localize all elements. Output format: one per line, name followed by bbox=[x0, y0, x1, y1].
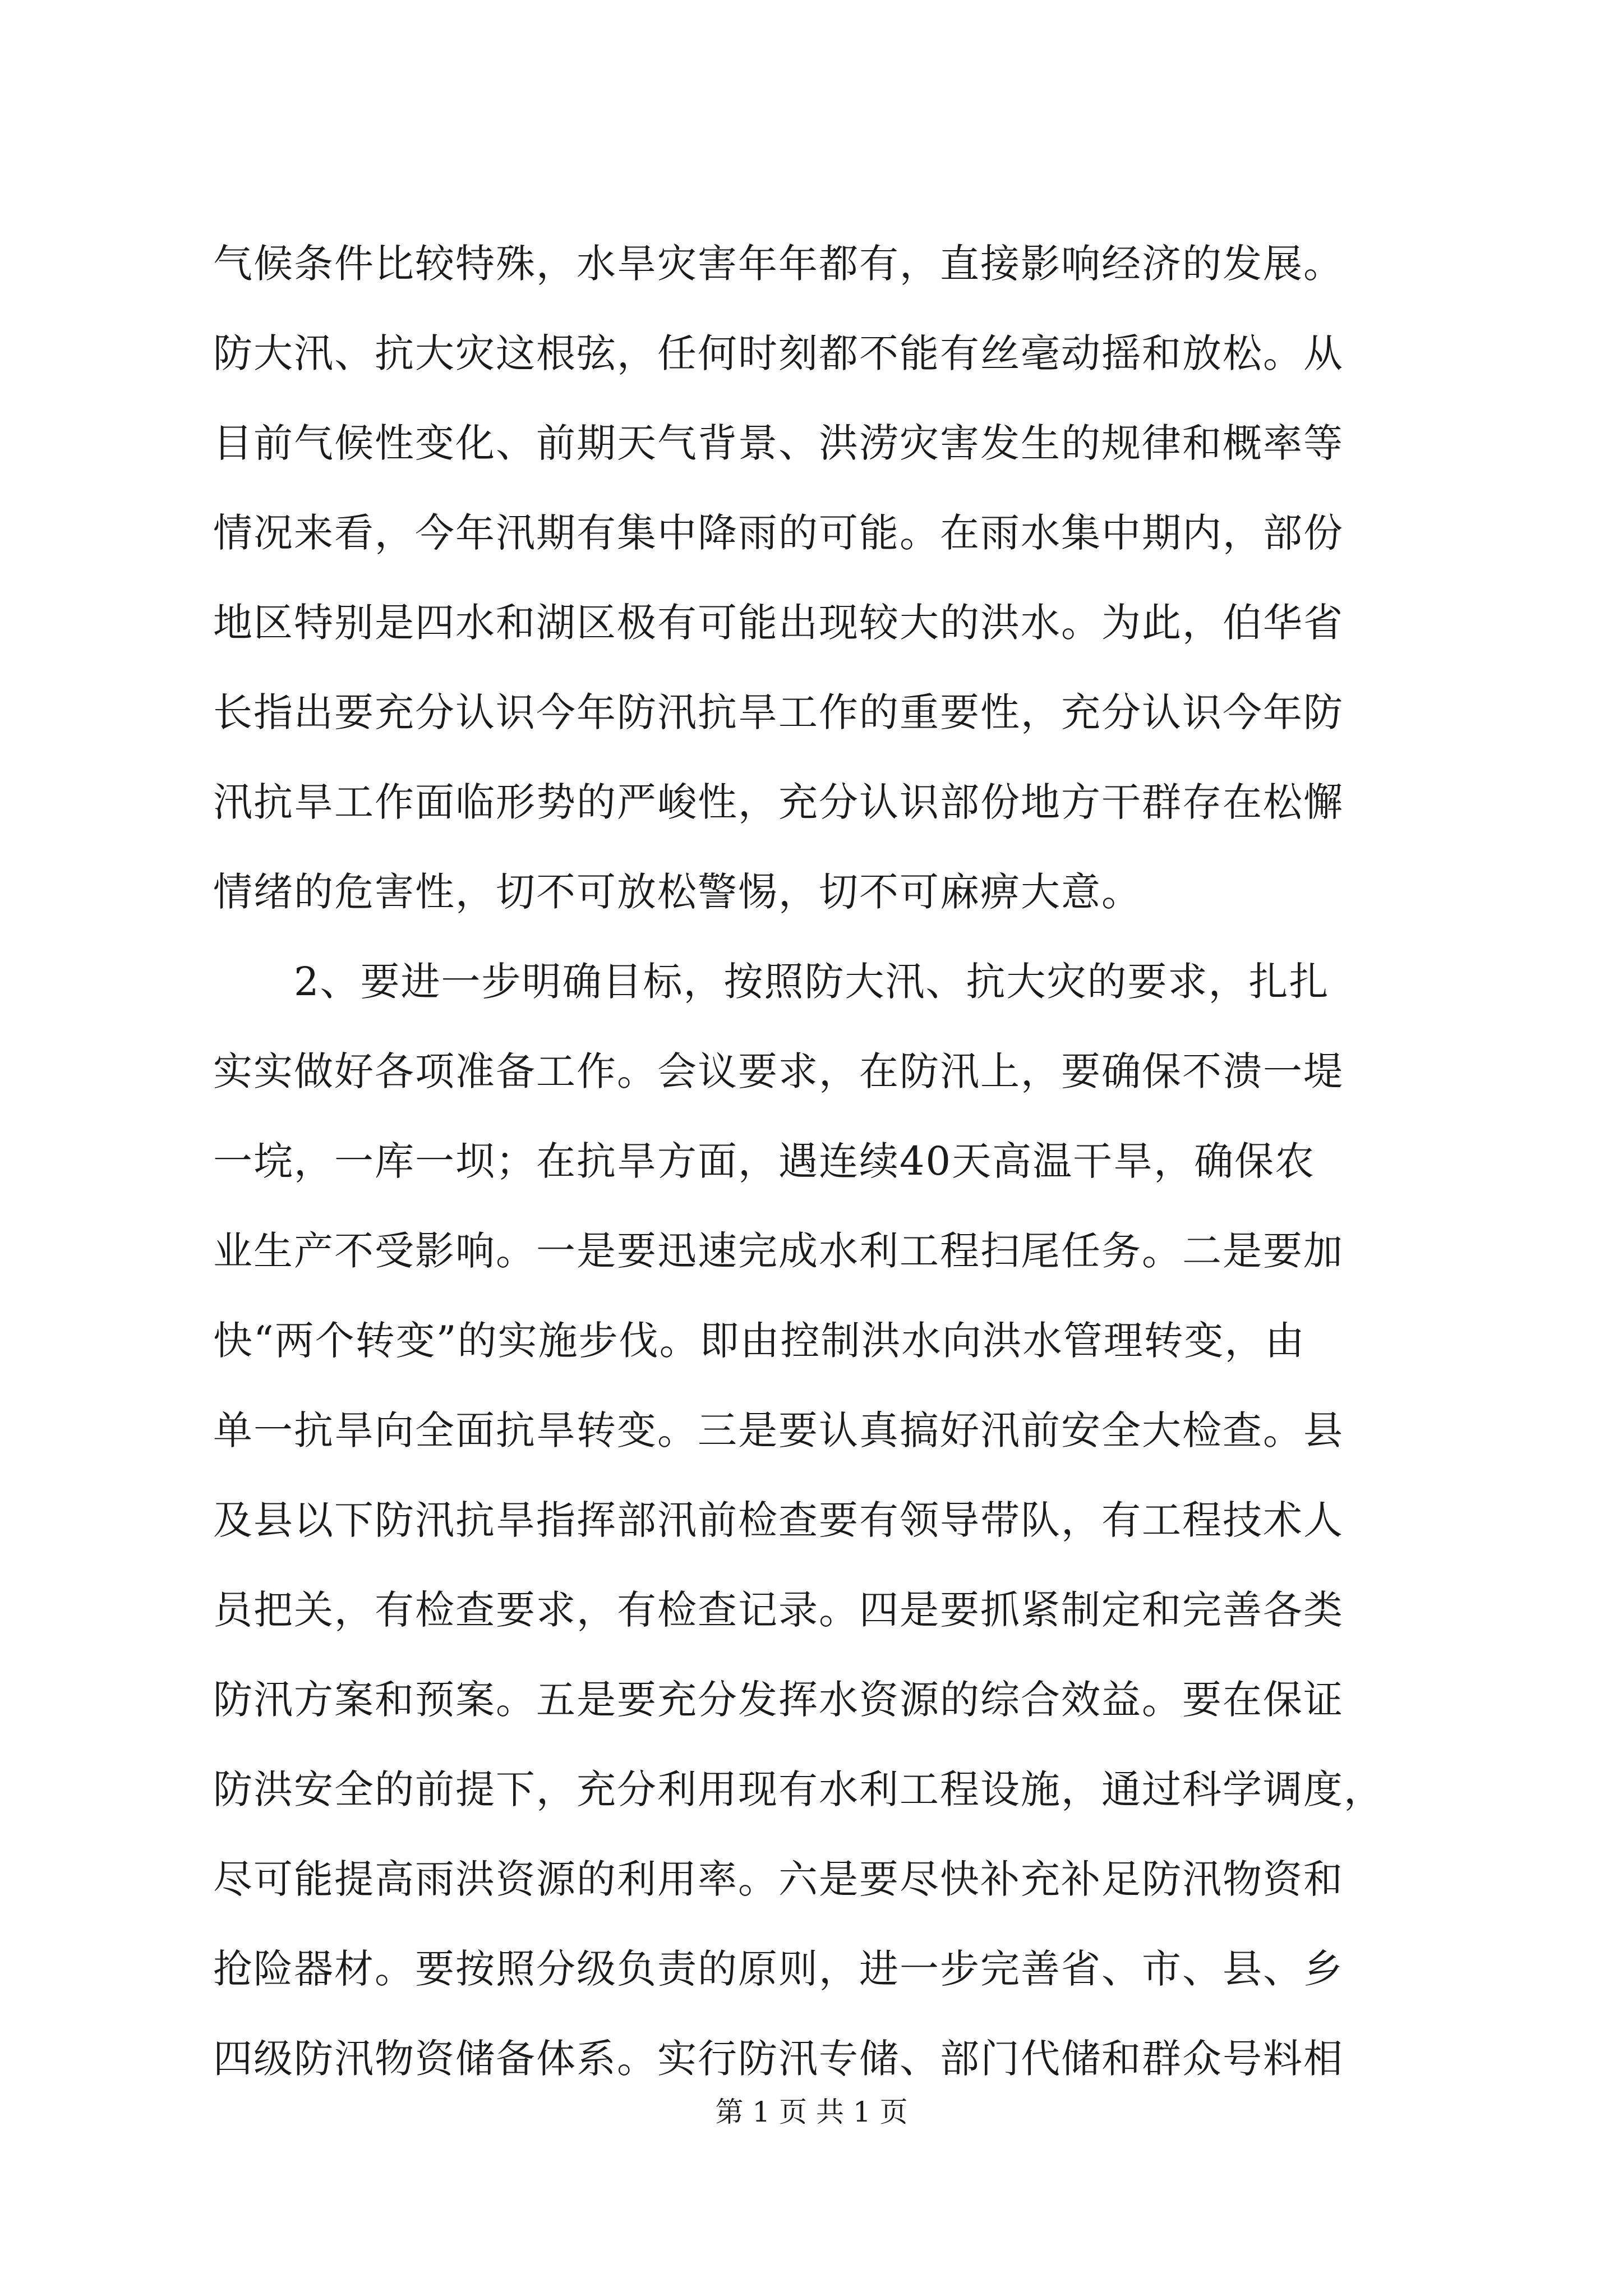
text-line: 一垸，一库一坝；在抗旱方面，遇连续40天高温干旱，确保农 bbox=[213, 1138, 1316, 1184]
text-line: 防洪安全的前提下，充分利用现有水利工程设施，通过科学调度， bbox=[213, 1766, 1384, 1812]
page-number: 第 1 页 共 1 页 bbox=[715, 2096, 908, 2128]
text-line: 员把关，有检查要求，有检查记录。四是要抓紧制定和完善各类 bbox=[213, 1587, 1344, 1633]
text-line: 抢险器材。要按照分级负责的原则，进一步完善省、市、县、乡 bbox=[213, 1946, 1344, 1992]
text-line: 及县以下防汛抗旱指挥部汛前检查要有领导带队，有工程技术人 bbox=[213, 1497, 1344, 1543]
text-line: 地区特别是四水和湖区极有可能出现较大的洪水。为此，伯华省 bbox=[213, 600, 1344, 646]
page-footer bbox=[0, 2092, 1623, 2132]
text-line: 情况来看，今年汛期有集中降雨的可能。在雨水集中期内，部份 bbox=[213, 510, 1344, 556]
text-line: 实实做好各项准备工作。会议要求，在防汛上，要确保不溃一堤 bbox=[213, 1048, 1344, 1094]
text-line: 长指出要充分认识今年防汛抗旱工作的重要性，充分认识今年防 bbox=[213, 689, 1344, 735]
text-line: 情绪的危害性，切不可放松警惕，切不可麻痹大意。 bbox=[213, 869, 1142, 915]
body-text bbox=[213, 219, 1413, 2104]
text-line: 气候条件比较特殊，水旱灾害年年都有，直接影响经济的发展。 bbox=[213, 241, 1344, 287]
text-line: 防大汛、抗大灾这根弦，任何时刻都不能有丝毫动摇和放松。从 bbox=[213, 330, 1344, 376]
text-line: 防汛方案和预案。五是要充分发挥水资源的综合效益。要在保证 bbox=[213, 1677, 1344, 1723]
text-line: 尽可能提高雨洪资源的利用率。六是要尽快补充补足防汛物资和 bbox=[213, 1856, 1344, 1902]
text-line: 2、要进一步明确目标，按照防大汛、抗大灾的要求，扎扎 bbox=[213, 959, 1330, 1005]
text-line: 单一抗旱向全面抗旱转变。三是要认真搞好汛前安全大检查。县 bbox=[213, 1407, 1344, 1453]
text-line: 快“两个转变”的实施步伐。即由控制洪水向洪水管理转变，由 bbox=[213, 1318, 1306, 1364]
text-line: 四级防汛物资储备体系。实行防汛专储、部门代储和群众号料相 bbox=[213, 2036, 1344, 2082]
text-line: 汛抗旱工作面临形势的严峻性，充分认识部份地方干群存在松懈 bbox=[213, 779, 1344, 825]
text-line: 业生产不受影响。一是要迅速完成水利工程扫尾任务。二是要加 bbox=[213, 1228, 1344, 1274]
text-line: 目前气候性变化、前期天气背景、洪涝灾害发生的规律和概率等 bbox=[213, 420, 1344, 466]
